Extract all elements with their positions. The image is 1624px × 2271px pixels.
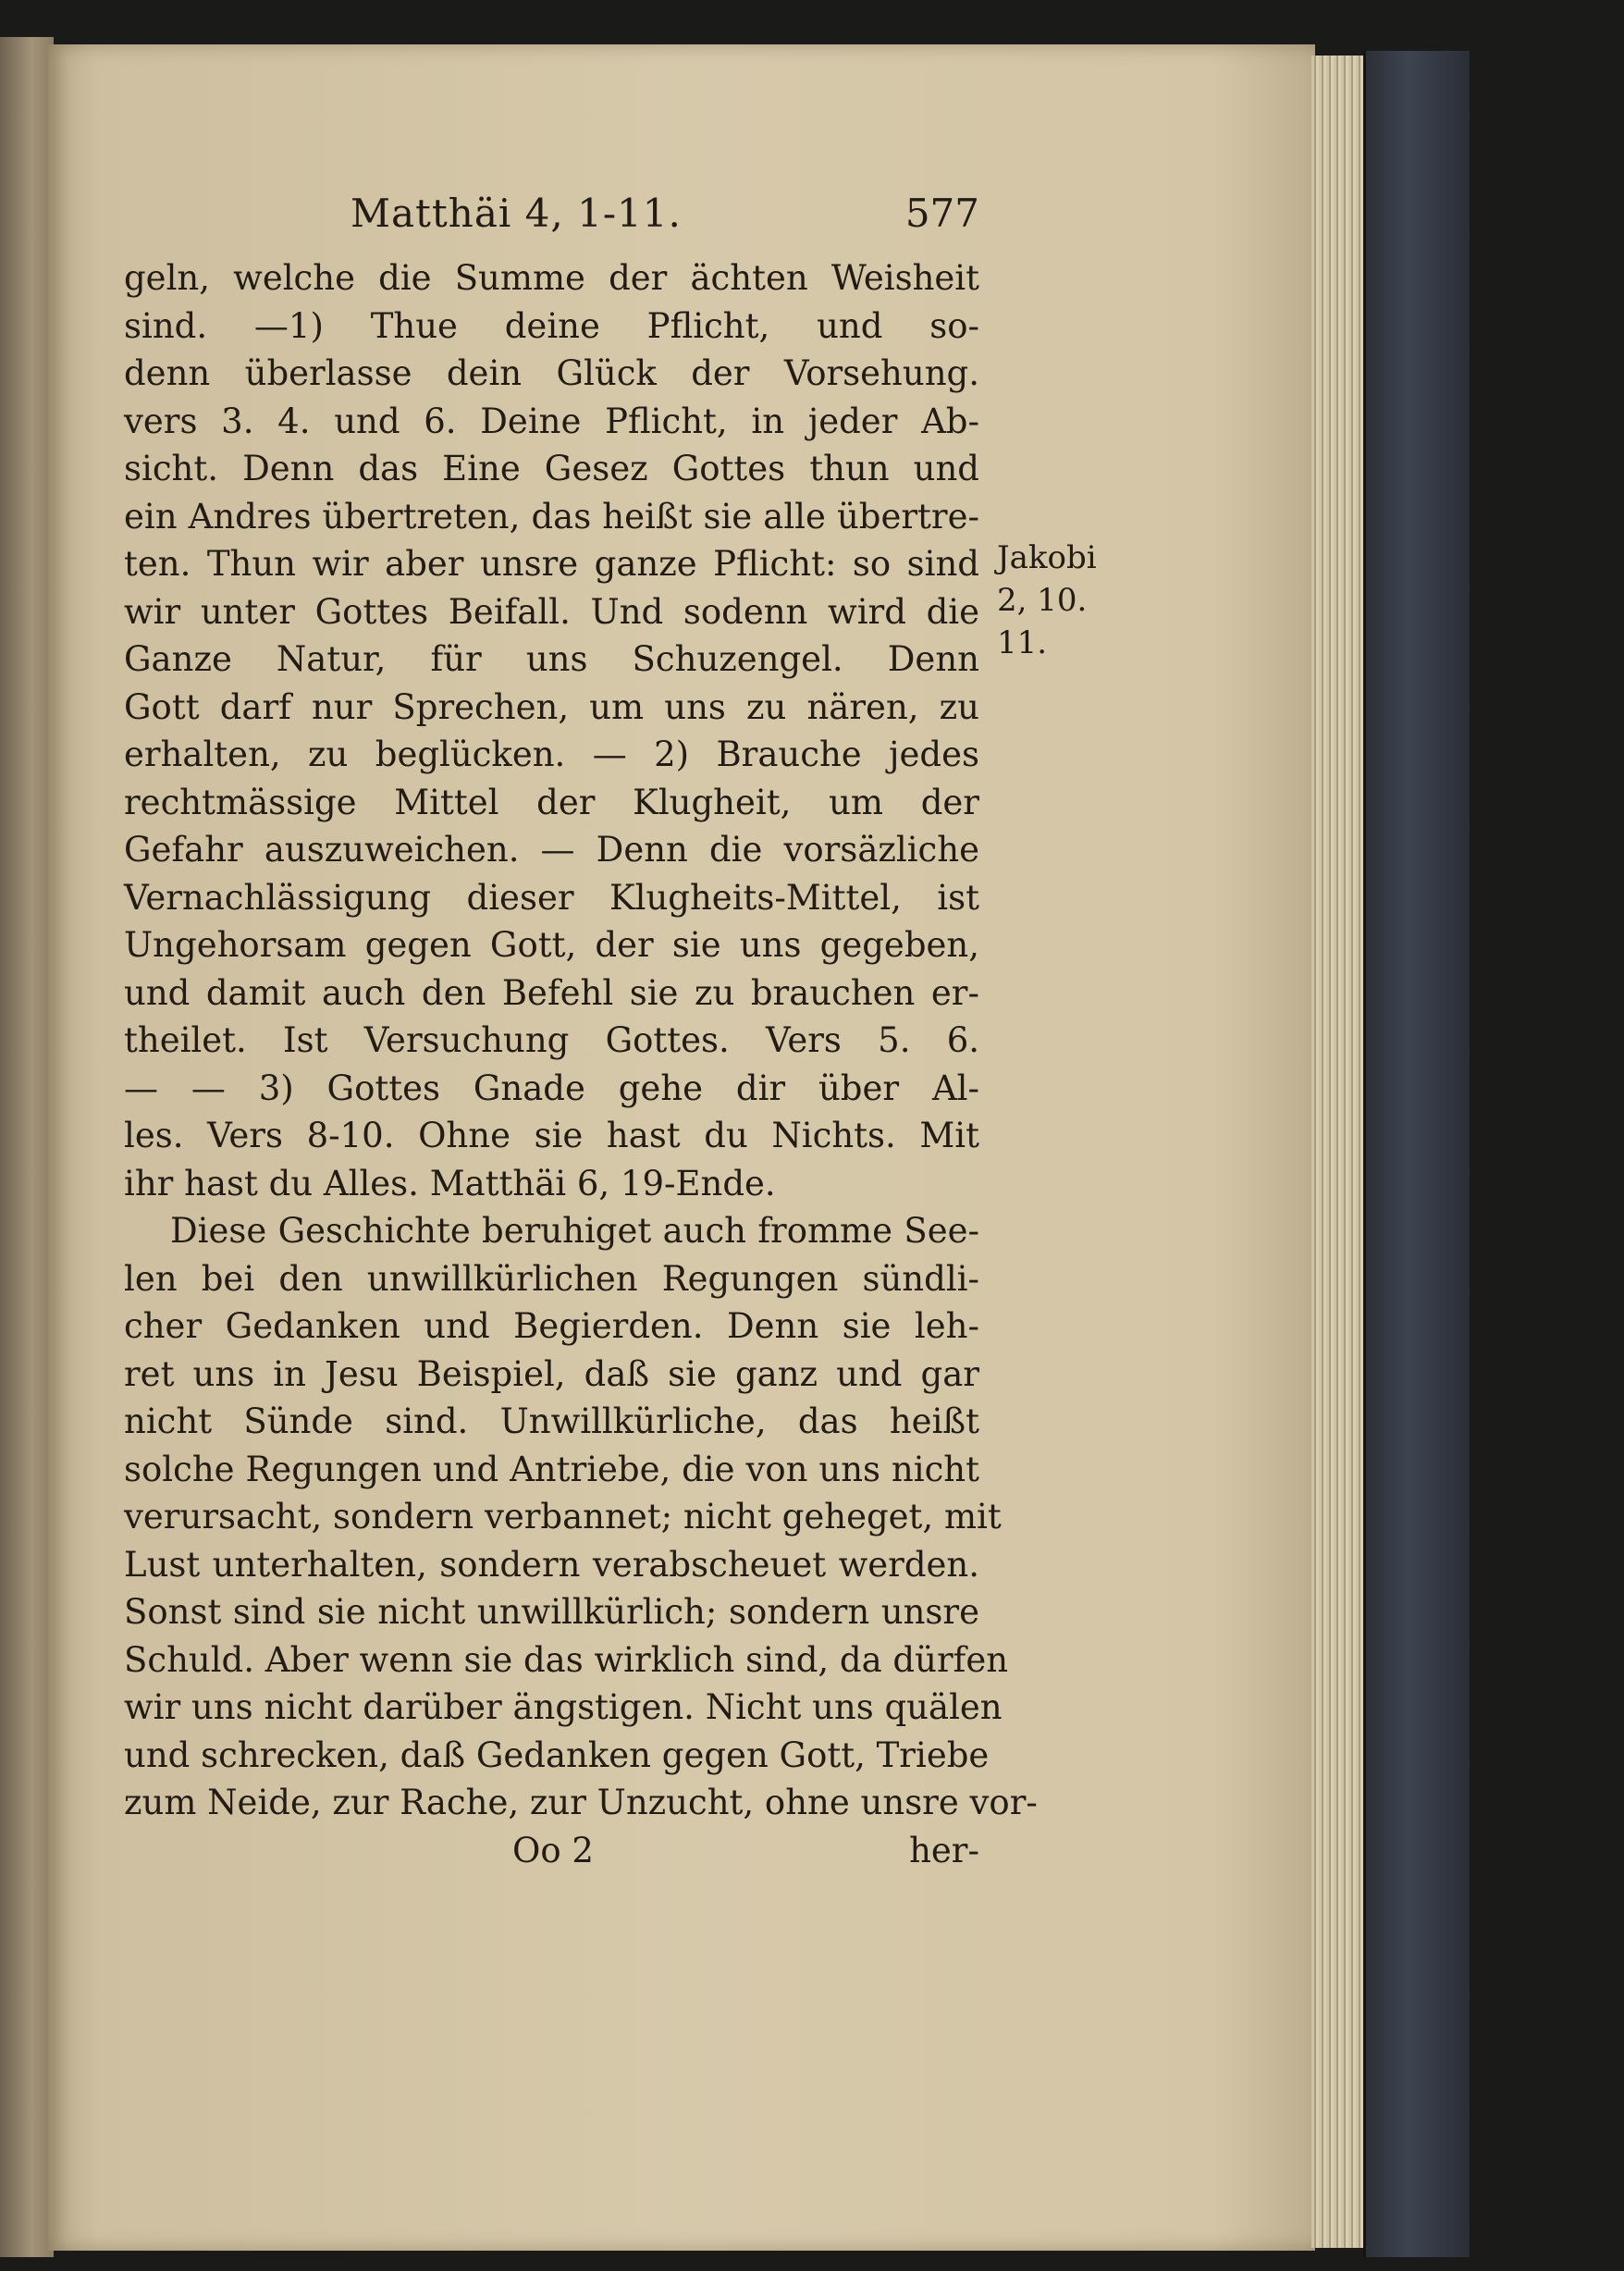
text-line: Ungehorsam gegen Gott, der sie uns gegeben, xyxy=(124,925,979,965)
text-line: Gefahr auszuweichen. — Denn die vorsäzliche xyxy=(124,830,979,870)
text-block xyxy=(124,190,1038,1874)
text-line: sicht. Denn das Eine Gesez Gottes thun und xyxy=(124,449,979,488)
text-line: ten. Thun wir aber unsre ganze Pflicht: so sind xyxy=(124,544,979,584)
text-line: Schuld. Aber wenn sie das wirklich sind, da dürfen xyxy=(124,1639,1009,1680)
margin-note xyxy=(997,537,1097,664)
text-line: Sonst sind sie nicht unwillkürlich; sondern unsre xyxy=(124,1592,979,1632)
text-line: les. Vers 8-10. Ohne sie hast du Nichts. Mit xyxy=(124,1116,979,1155)
text-line: und schrecken, daß Gedanken gegen Gott, Triebe xyxy=(124,1734,990,1775)
page-footer xyxy=(124,1827,979,1874)
text-line: len bei den unwillkürlichen Regungen sündli- xyxy=(124,1258,979,1299)
text-line: ret uns in Jesu Beispiel, daß sie ganz und gar xyxy=(124,1353,979,1394)
text-line: wir unter Gottes Beifall. Und sodenn wird die xyxy=(124,591,979,632)
text-line: cher Gedanken und Begierden. Denn sie leh- xyxy=(124,1306,979,1346)
text-line: ein Andres übertreten, das heißt sie alle übertre- xyxy=(124,496,979,537)
text-line: solche Regungen und Antriebe, die von uns nicht xyxy=(124,1449,979,1489)
text-line: zum Neide, zur Rache, zur Unzucht, ohne unsre vor- xyxy=(124,1783,1038,1822)
text-line: vers 3. 4. und 6. Deine Pflicht, in jeder Ab- xyxy=(124,401,979,441)
catchword: her- xyxy=(909,1830,979,1870)
running-title: Matthäi 4, 1-11. xyxy=(351,191,682,236)
text-line: wir uns nicht darüber ängstigen. Nicht uns quälen xyxy=(124,1687,1003,1727)
left-page-edge xyxy=(0,37,54,2257)
page-number: 577 xyxy=(904,191,979,236)
text-line: nicht Sünde sind. Unwillkürliche, das heißt xyxy=(124,1401,979,1441)
text-line: Lust unterhalten, sondern verabscheuet werden. xyxy=(124,1544,979,1585)
text-line: Ganze Natur, für uns Schuzengel. Denn xyxy=(124,639,979,679)
running-head xyxy=(124,190,979,254)
text-line: — — 3) Gottes Gnade gehe dir über Al- xyxy=(124,1068,979,1108)
margin-note-line: 2, 10. xyxy=(997,582,1088,619)
text-line: Diese Geschichte beruhiget auch fromme See- xyxy=(170,1211,979,1251)
book-cover xyxy=(1363,51,1470,2257)
text-line: sind. —1) Thue deine Pflicht, und so- xyxy=(124,305,979,346)
text-line: theilet. Ist Versuchung Gottes. Vers 5. 6. xyxy=(124,1020,979,1060)
text-line: ihr hast du Alles. Matthäi 6, 19-Ende. xyxy=(124,1163,776,1203)
text-line: Vernachlässigung dieser Klugheits-Mittel, ist xyxy=(124,877,979,918)
text-line: rechtmässige Mittel der Klugheit, um der xyxy=(124,782,979,822)
page-edges xyxy=(1311,56,1365,2248)
text-line: erhalten, zu beglücken. — 2) Brauche jedes xyxy=(124,734,979,774)
margin-note-line: Jakobi xyxy=(997,539,1097,576)
signature-mark: Oo 2 xyxy=(512,1830,594,1870)
text-line: und damit auch den Befehl sie zu brauchen er- xyxy=(124,972,979,1013)
text-line: verursacht, sondern verbannet; nicht geheget, mit xyxy=(124,1497,1002,1537)
text-line: geln, welche die Summe der ächten Weisheit xyxy=(124,258,979,298)
text-line: Gott darf nur Sprechen, um uns zu nären, zu xyxy=(124,686,979,727)
text-line: denn überlasse dein Glück der Vorsehung. xyxy=(124,353,979,393)
margin-note-line: 11. xyxy=(997,624,1048,661)
